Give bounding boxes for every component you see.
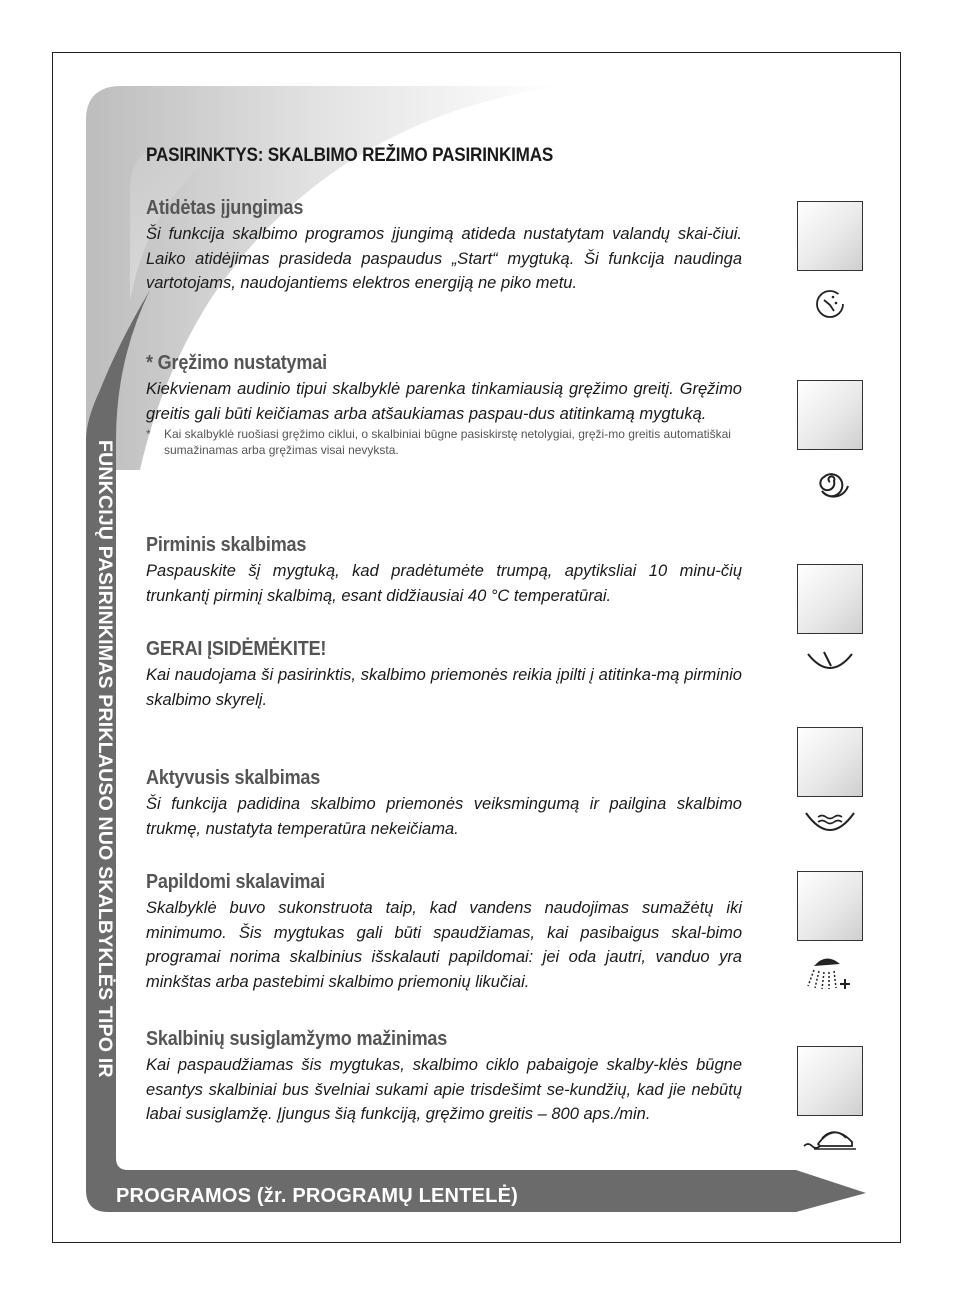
section-prewash [146,533,742,608]
section-attention [146,637,742,712]
delay-clock-icon [800,282,860,328]
section-spin-settings [146,351,742,458]
section-delay-start [146,196,742,296]
easy-iron-icon [800,1120,860,1166]
section-text: Paspauskite šį mygtuką, kad pradėtumėte trumpą, apytiksliai 10 minu-čių trunkantį pirminį skalbimą, esant didžiausiai 40 °C temperatūrai. [146,562,742,605]
section-title: GERAI ĮSIDĖMĖKITE! [146,637,327,660]
footnote [146,426,742,458]
section-active-wash [146,766,742,841]
bottom-label: PROGRAMOS (žr. PROGRAMŲ LENTELĖ) [116,1185,518,1207]
active-wash-icon [800,803,860,849]
section-text: Ši funkcija padidina skalbimo priemonės veiksmingumą ir pailgina skalbimo trukmę, nustatyta temperatūra nekeičiama. [146,795,742,838]
side-label: FUNKCIJŲ PASIRINKIMAS PRIKLAUSO NUO SKALBYKLĖS TIPO IR [94,440,116,1078]
section-title: Aktyvusis skalbimas [146,766,321,789]
prewash-button[interactable] [797,564,863,634]
section-text: Kai paspaudžiamas šis mygtukas, skalbimo ciklo pabaigoje skalby-klės būgne esantys skalbiniai bus švelniai sukami apie trisdešimt se-kundžių, kad jie nebūtų labai susiglamžę. Įjungus šią funkciją, gręžimo greitis – 800 aps./min. [146,1056,742,1123]
side-label-container [86,440,116,1190]
spin-settings-button[interactable] [797,380,863,450]
section-easy-iron [146,1027,742,1127]
section-extra-rinse [146,870,742,994]
active-wash-button[interactable] [797,727,863,797]
section-text: Kai naudojama ši pasirinktis, skalbimo priemonės reikia įpilti į atitinka-mą pirminio skalbimo skyrelį. [146,666,742,709]
section-title: Atidėtas įjungimas [146,196,304,219]
page-title: PASIRINKTYS: SKALBIMO REŽIMO PASIRINKIMAS [146,145,554,166]
footnote-mark: * [146,427,151,441]
delay-start-button[interactable] [797,201,863,271]
spin-spiral-icon [800,460,860,506]
prewash-icon [800,642,860,688]
section-title: * Gręžimo nustatymai [146,351,327,374]
section-text: Ši funkcija skalbimo programos įjungimą atideda nustatytam valandų skai-čiui. Laiko atidėjimas prasideda paspaudus „Start“ mygtuką. Ši funkcija naudinga vartotojams, naudojantiems elektros energiją ne piko metu. [146,225,742,292]
footnote-text: Kai skalbyklė ruošiasi gręžimo ciklui, o skalbiniai būgne pasiskirstę netolygiai, gręži-mo greitis automatiškai sumažinamas arba gręžimas visai nevyksta. [164,427,731,457]
section-title: Pirminis skalbimas [146,533,307,556]
section-title: Papildomi skalavimai [146,870,325,893]
easy-iron-button[interactable] [797,1046,863,1116]
section-text: Kiekvienam audinio tipui skalbyklė parenka tinkamiausią gręžimo greitį. Gręžimo greitis gali būti keičiamas arba atšaukiamas paspau-dus atitinkamą mygtuką. [146,380,742,423]
extra-rinse-icon [800,950,860,996]
section-title: Skalbinių susiglamžymo mažinimas [146,1027,448,1050]
extra-rinse-button[interactable] [797,871,863,941]
section-text: Skalbyklė buvo sukonstruota taip, kad vandens naudojimas sumažėtų iki minimumo. Šis mygtukas gali būti spaudžiamas, kai pasibaigus skal-bimo programai norima skalbinius išskalauti papildomai: jei oda jautri, vanduo yra minkštas arba pastebimi skalbimo priemonių likučiai. [146,899,742,991]
